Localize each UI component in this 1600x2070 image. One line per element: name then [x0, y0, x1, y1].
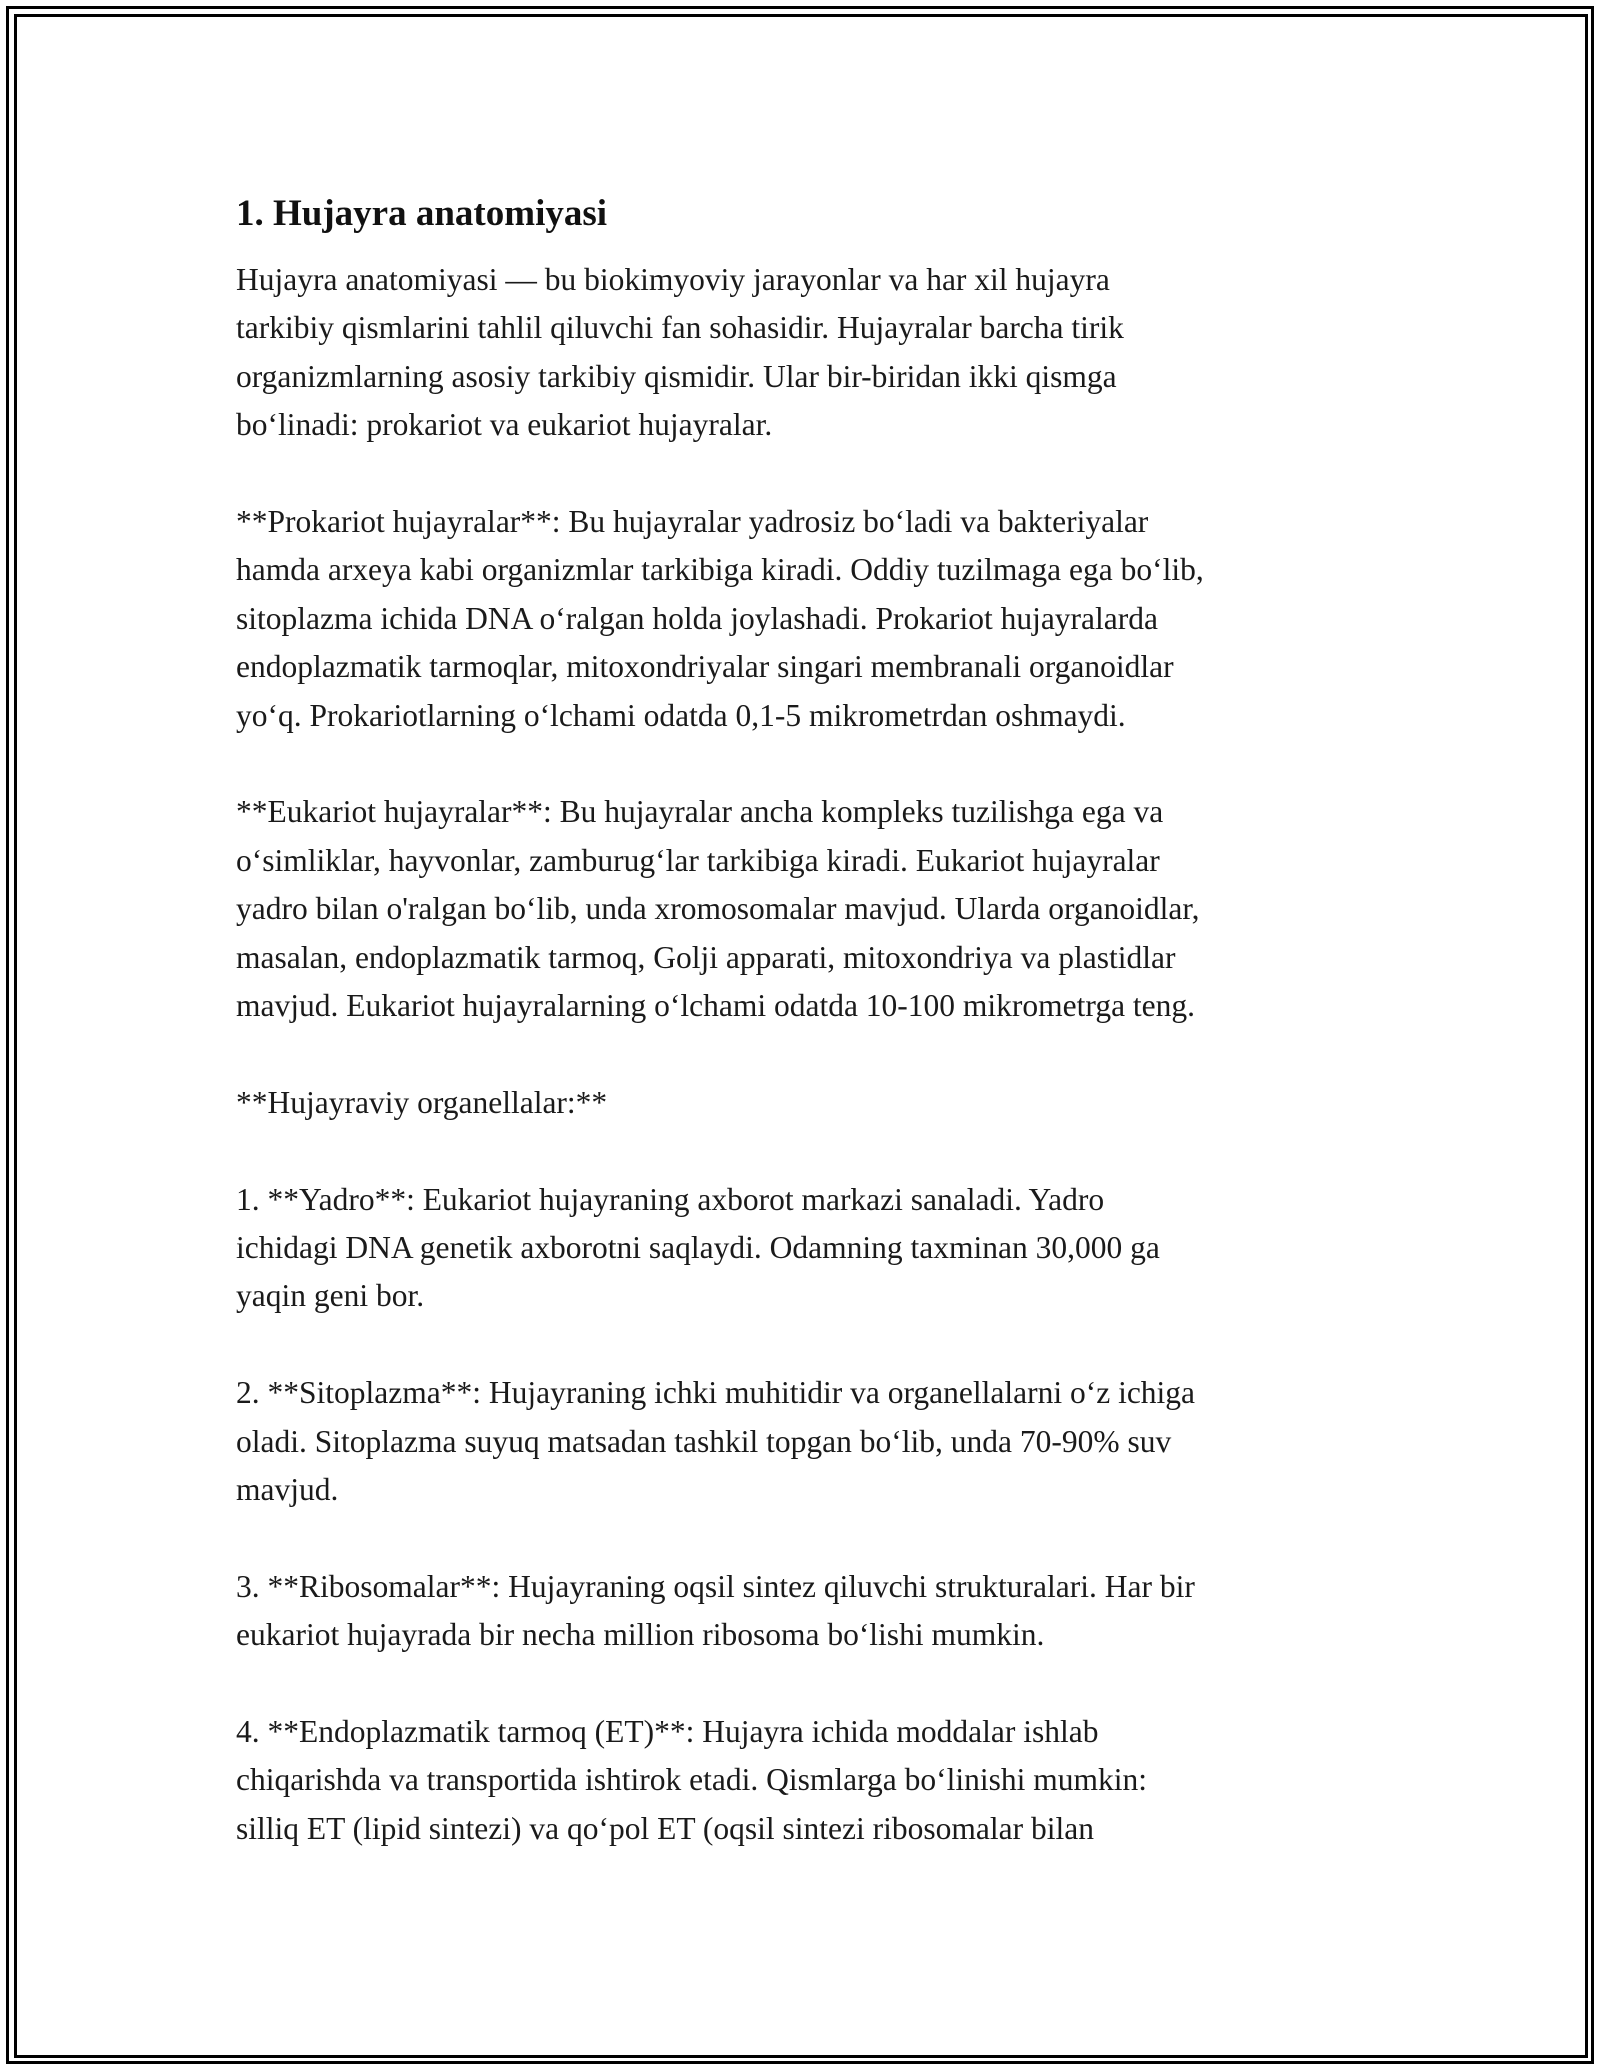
text-line: 4. **Endoplazmatik tarmoq (ET)**: Hujayra ichida moddalar ishlab: [236, 1714, 1099, 1750]
text-line: yaqin geni bor.: [236, 1278, 425, 1314]
text-line: 2. **Sitoplazma**: Hujayraning ichki muhitidir va organellalarni o‘z ichiga: [236, 1375, 1196, 1411]
page-title: 1. Hujayra anatomiyasi: [236, 193, 608, 234]
text-line: o‘simliklar, hayvonlar, zamburug‘lar tarkibiga kiradi. Eukariot hujayralar: [236, 842, 1160, 878]
text-line: **Eukariot hujayralar**: Bu hujayralar ancha kompleks tuzilishga ega va: [236, 794, 1164, 830]
text-line: tarkibiy qismlarini tahlil qiluvchi fan sohasidir. Hujayralar barcha tirik: [236, 310, 1124, 346]
text-line: yadro bilan o'ralgan bo‘lib, unda xromosomalar mavjud. Ularda organoidlar,: [236, 891, 1200, 927]
text-line: 1. **Yadro**: Eukariot hujayraning axborot markazi sanaladi. Yadro: [236, 1181, 1105, 1217]
text-line: 3. **Ribosomalar**: Hujayraning oqsil sintez qiluvchi strukturalari. Har bir: [236, 1568, 1195, 1604]
list-item-ribosomes: [236, 1563, 1396, 1660]
text-line: organizmlarning asosiy tarkibiy qismidir. Ular bir-biridan ikki qismga: [236, 358, 1117, 394]
text-line: Hujayra anatomiyasi — bu biokimyoviy jarayonlar va har xil hujayra: [236, 262, 1110, 297]
text-line: mavjud.: [236, 1472, 339, 1508]
text-line: bo‘linadi: prokariot va eukariot hujayralar.: [236, 407, 773, 443]
text-line: oladi. Sitoplazma suyuq matsadan tashkil topgan bo‘lib, unda 70-90% suv: [236, 1423, 1172, 1459]
text-line: **Hujayraviy organellalar:**: [236, 1084, 608, 1120]
organelles-heading: [236, 1079, 1396, 1127]
text-line: chiqarishda va transportida ishtirok etadi. Qismlarga bo‘linishi mumkin:: [236, 1762, 1148, 1798]
list-item-cytoplasm: [236, 1369, 1396, 1514]
list-item-nucleus: [236, 1176, 1396, 1321]
list-item-endoplasmic-reticulum: [236, 1708, 1396, 1853]
text-line: ichidagi DNA genetik axborotni saqlaydi. Odamning taxminan 30,000 ga: [236, 1230, 1160, 1266]
text-line: yo‘q. Prokariotlarning o‘lchami odatda 0,1-5 mikrometrdan oshmaydi.: [236, 697, 1126, 733]
text-line: sitoplazma ichida DNA o‘ralgan holda joylashadi. Prokariot hujayralarda: [236, 600, 1158, 636]
prokaryote-paragraph: [236, 498, 1396, 740]
text-line: hamda arxeya kabi organizmlar tarkibiga kiradi. Oddiy tuzilmaga ega bo‘lib,: [236, 552, 1204, 588]
eukaryote-paragraph: [236, 788, 1396, 1030]
text-line: silliq ET (lipid sintezi) va qo‘pol ET (oqsil sintezi ribosomalar bilan: [236, 1810, 1094, 1846]
text-line: eukariot hujayrada bir necha million ribosoma bo‘lishi mumkin.: [236, 1617, 1045, 1653]
text-line: mavjud. Eukariot hujayralarning o‘lchami odatda 10-100 mikrometrga teng.: [236, 988, 1196, 1024]
text-line: endoplazmatik tarmoqlar, mitoxondriyalar singari membranali organoidlar: [236, 649, 1174, 685]
document-body: [236, 186, 1396, 1902]
text-line: **Prokariot hujayralar**: Bu hujayralar yadrosiz bo‘ladi va bakteriyalar: [236, 504, 1149, 540]
text-line: masalan, endoplazmatik tarmoq, Golji apparati, mitoxondriya va plastidlar: [236, 939, 1176, 975]
intro-paragraph: [236, 256, 1396, 450]
